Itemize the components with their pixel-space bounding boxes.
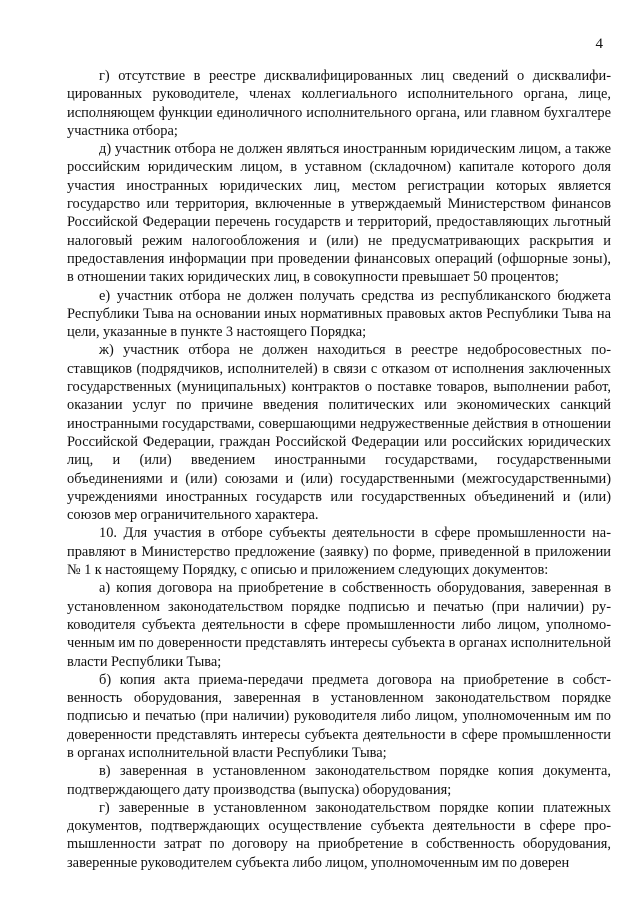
paragraph-g-disqualified-persons: г) отсутствие в реестре дисквалифицированных лиц сведений о дисквалифицированных руководителе, членах коллегиального исполнительного органа, лице, исполняющем функции единоличного исполнительного органа, или главном бухгалтере участника отбора; xyxy=(67,68,611,139)
paragraph-10-application: 10. Для участия в отборе субъекты деятельности в сфере промышленности направляют в Министерство предложение (заявку) по форме, приведенной в приложении № 1 к настоящему Порядку, с описью и приложением следующих документов: xyxy=(67,525,611,579)
page-number: 4 xyxy=(595,36,603,52)
paragraph-a-contract-copy: а) копия договора на приобретение в собственность оборудования, заверенная в установленном законодательством порядке подписью и печатью (при наличии) руководителя субъекта деятельности в сфере промышленности либо лицом, уполномоченным им по доверенности представлять интересы субъекта в органах исполнительной власти Республики Тыва; xyxy=(67,580,611,670)
paragraph-d-foreign-legal-entity: д) участник отбора не должен являться иностранным юридическим лицом, а также российским юридическим лицом, в уставном (складочном) капитале которого доля участия иностранных юридических лиц, местом регистрации которых является государство или территория, включенные в утверждаемый Министерством финансов Российской Федерации перечень государств и территорий, предоставляющих льготный налоговый режим налогообложения и (или) не предусматривающих раскрытия и предоставления информации при проведении финансовых операций (офшорные зоны), в отношении таких юридических лиц, в совокупности превышает 50 процентов; xyxy=(67,141,611,286)
paragraph-zh-unreliable-suppliers: ж) участник отбора не должен находиться в реестре недобросовестных поставщиков (подрядчиков, исполнителей) в связи с отказом от исполнения заключенных государственных (муниципальных) контрактов о поставке товаров, выполнении работ, оказании услуг по причине введения политических или экономических санкций иностранными государствами, совершающими недружественные действия в отношении Российской Федерации, граждан Российской Федерации или российских юридических лиц, и (или) введением иностранными государствами, государственными объединениями и (или) союзами и (или) государственными (межгосударственными) учреждениями иностранных государств или государственных объединений и (или) союзов мер ограничительного характера. xyxy=(67,342,611,524)
document-body xyxy=(67,67,611,872)
paragraph-e-budget-funds: е) участник отбора не должен получать средства из республиканского бюджета Республики Тыва на основании иных нормативных правовых актов Республики Тыва на цели, указанные в пункте 3 настоящего Порядка; xyxy=(67,287,611,341)
paragraph-v-production-date: в) заверенная в установленном законодательством порядке копия документа, подтверждающего дату производства (выпуска) оборудования; xyxy=(67,763,611,798)
paragraph-b-acceptance-act: б) копия акта приема-передачи предмета договора на приобретение в собственность оборудования, заверенная в установленном законодательством порядке подписью и печатью (при наличии) руководителя либо лицом, уполномоченным им по доверенности представлять интересы субъекта деятельности в сфере промышленности в органах исполнительной власти Республики Тыва; xyxy=(67,671,611,761)
paragraph-g-payment-documents: г) заверенные в установленном законодательством порядке копии платежных документов, подтверждающих осуществление субъекта деятельности в сфере проmышленности затрат по договору на приобретение в собственность оборудования, заверенные руководителем субъекта либо лицом, уполномоченным им по доверен xyxy=(67,799,611,871)
